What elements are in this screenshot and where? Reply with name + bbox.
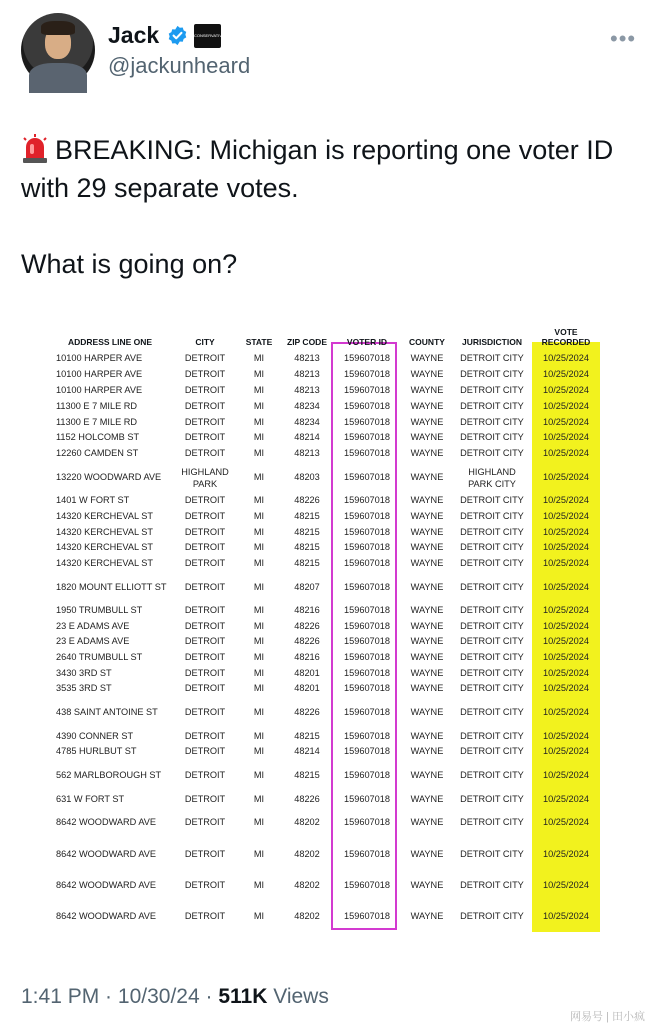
table-cell-vote-recorded: 10/25/2024	[543, 432, 589, 442]
tweet-text	[21, 131, 641, 283]
table-cell-vote-recorded: 10/25/2024	[543, 558, 589, 568]
table-cell-vote-recorded: 10/25/2024	[543, 668, 589, 678]
table-cell-county: WAYNE	[410, 495, 444, 505]
table-cell-voter-id: 159607018	[344, 417, 390, 427]
table-row: 1820 MOUNT ELLIOTT ST	[56, 582, 167, 592]
table-row: 8642 WOODWARD AVE	[56, 817, 157, 827]
table-row: 3430 3RD ST	[56, 668, 112, 678]
tweet-line-1-text: BREAKING: Michigan is reporting one voter ID with 29 separate votes.	[21, 135, 614, 203]
table-cell-vote-recorded: 10/25/2024	[543, 417, 589, 427]
table-cell-zip: 48202	[294, 880, 320, 890]
table-cell-jurisdiction: DETROIT CITY	[460, 511, 524, 521]
table-cell-zip: 48234	[294, 417, 320, 427]
table-cell-county: WAYNE	[410, 605, 444, 615]
table-cell-voter-id: 159607018	[344, 794, 390, 804]
table-cell-county: WAYNE	[410, 385, 444, 395]
table-cell-county: WAYNE	[410, 621, 444, 631]
table-cell-jurisdiction: DETROIT CITY	[460, 746, 524, 756]
table-cell-jurisdiction: DETROIT CITY	[460, 582, 524, 592]
table-cell-county: WAYNE	[410, 683, 444, 693]
table-cell-zip: 48226	[294, 707, 320, 717]
author-name[interactable]: Jack	[108, 22, 160, 48]
table-cell-zip: 48226	[294, 636, 320, 646]
table-cell-county: WAYNE	[410, 731, 444, 741]
table-cell-jurisdiction: DETROIT CITY	[460, 652, 524, 662]
table-cell-county: WAYNE	[410, 401, 444, 411]
header-county: COUNTY	[409, 337, 445, 347]
table-cell-voter-id: 159607018	[344, 636, 390, 646]
table-cell-voter-id: 159607018	[344, 731, 390, 741]
table-row: 1152 HOLCOMB ST	[56, 432, 140, 442]
table-cell-state: MI	[253, 369, 265, 379]
table-cell-vote-recorded: 10/25/2024	[543, 652, 589, 662]
affiliation-badge[interactable]: CONSERVATIVE	[194, 24, 221, 48]
table-cell-voter-id: 159607018	[344, 369, 390, 379]
table-cell-zip: 48226	[294, 794, 320, 804]
table-cell-zip: 48213	[294, 353, 320, 363]
table-cell-voter-id: 159607018	[344, 770, 390, 780]
tweet-line-2: What is going on?	[21, 249, 238, 279]
table-cell-zip: 48226	[294, 495, 320, 505]
table-cell-vote-recorded: 10/25/2024	[543, 817, 589, 827]
table-cell-county: WAYNE	[410, 911, 444, 921]
table-row: 1401 W FORT ST	[56, 495, 130, 505]
table-row: 12260 CAMDEN ST	[56, 448, 139, 458]
table-cell-city: DETROIT	[184, 432, 226, 442]
table-cell-state: MI	[253, 683, 265, 693]
table-cell-zip: 48215	[294, 731, 320, 741]
voter-records-table	[0, 322, 660, 942]
table-cell-state: MI	[253, 794, 265, 804]
table-cell-city: DETROIT	[184, 636, 226, 646]
table-cell-state: MI	[253, 495, 265, 505]
table-cell-jurisdiction: DETROIT CITY	[460, 369, 524, 379]
table-cell-voter-id: 159607018	[344, 495, 390, 505]
table-cell-county: WAYNE	[410, 746, 444, 756]
table-cell-county: WAYNE	[410, 817, 444, 827]
table-cell-state: MI	[253, 401, 265, 411]
table-cell-vote-recorded: 10/25/2024	[543, 448, 589, 458]
table-cell-voter-id: 159607018	[344, 746, 390, 756]
table-cell-zip: 48207	[294, 582, 320, 592]
table-cell-voter-id: 159607018	[344, 621, 390, 631]
table-cell-zip: 48202	[294, 817, 320, 827]
table-cell-jurisdiction: DETROIT CITY	[460, 817, 524, 827]
table-cell-city: DETROIT	[184, 385, 226, 395]
table-cell-voter-id: 159607018	[344, 401, 390, 411]
views-label: Views	[273, 985, 329, 1008]
table-cell-voter-id: 159607018	[344, 707, 390, 717]
avatar[interactable]	[21, 13, 95, 87]
table-cell-city: DETROIT	[184, 817, 226, 827]
watermark: 网易号 | 田小疯	[570, 1011, 645, 1023]
table-cell-vote-recorded: 10/25/2024	[543, 746, 589, 756]
table-cell-jurisdiction: DETROIT CITY	[460, 794, 524, 804]
tweet-meta: 1:41 PM · 10/30/24 · 511K Views	[21, 985, 329, 1008]
table-cell-county: WAYNE	[410, 668, 444, 678]
table-cell-city: DETROIT	[184, 495, 226, 505]
table-cell-county: WAYNE	[410, 582, 444, 592]
table-row: 8642 WOODWARD AVE	[56, 849, 157, 859]
table-cell-vote-recorded: 10/25/2024	[543, 621, 589, 631]
table-cell-jurisdiction: DETROIT CITY	[460, 542, 524, 552]
table-cell-city: DETROIT	[184, 707, 226, 717]
siren-emoji-icon	[21, 134, 49, 164]
table-cell-voter-id: 159607018	[344, 582, 390, 592]
table-cell-city: DETROIT	[184, 911, 226, 921]
table-cell-zip: 48201	[294, 668, 320, 678]
table-cell-city: DETROIT	[184, 582, 226, 592]
table-cell-voter-id: 159607018	[344, 542, 390, 552]
table-cell-zip: 48215	[294, 527, 320, 537]
table-row: 10100 HARPER AVE	[56, 353, 143, 363]
table-row: 8642 WOODWARD AVE	[56, 880, 157, 890]
table-cell-state: MI	[253, 707, 265, 717]
table-cell-state: MI	[253, 605, 265, 615]
table-cell-city: DETROIT	[184, 731, 226, 741]
table-cell-state: MI	[253, 542, 265, 552]
header-zip: ZIP CODE	[287, 337, 327, 347]
table-row: 23 E ADAMS AVE	[56, 621, 130, 631]
table-cell-voter-id: 159607018	[344, 652, 390, 662]
table-cell-voter-id: 159607018	[344, 668, 390, 678]
table-cell-state: MI	[253, 731, 265, 741]
table-cell-zip: 48203	[294, 472, 320, 482]
table-cell-voter-id: 159607018	[344, 880, 390, 890]
table-cell-state: MI	[253, 621, 265, 631]
table-cell-city: DETROIT	[184, 621, 226, 631]
table-cell-city: DETROIT	[184, 448, 226, 458]
table-cell-jurisdiction: DETROIT CITY	[460, 770, 524, 780]
table-cell-city: DETROIT	[184, 746, 226, 756]
table-cell-vote-recorded: 10/25/2024	[543, 707, 589, 717]
table-cell-voter-id: 159607018	[344, 353, 390, 363]
table-cell-voter-id: 159607018	[344, 472, 390, 482]
table-cell-voter-id: 159607018	[344, 605, 390, 615]
table-cell-vote-recorded: 10/25/2024	[543, 369, 589, 379]
table-cell-voter-id: 159607018	[344, 817, 390, 827]
table-cell-jurisdiction: DETROIT CITY	[460, 731, 524, 741]
table-cell-city: DETROIT	[184, 794, 226, 804]
table-cell-city: DETROIT	[184, 652, 226, 662]
table-cell-zip: 48215	[294, 511, 320, 521]
table-cell-jurisdiction: DETROIT CITY	[460, 683, 524, 693]
table-cell-county: WAYNE	[410, 880, 444, 890]
table-cell-voter-id: 159607018	[344, 527, 390, 537]
table-cell-county: WAYNE	[410, 417, 444, 427]
table-cell-city: DETROIT	[184, 401, 226, 411]
table-row: 1950 TRUMBULL ST	[56, 605, 143, 615]
table-cell-city: DETROIT	[184, 668, 226, 678]
table-cell-vote-recorded: 10/25/2024	[543, 605, 589, 615]
table-cell-jurisdiction: DETROIT CITY	[460, 849, 524, 859]
table-row: 3535 3RD ST	[56, 683, 112, 693]
table-cell-vote-recorded: 10/25/2024	[543, 794, 589, 804]
author-handle[interactable]: @jackunheard	[108, 53, 251, 78]
table-cell-jurisdiction: DETROIT CITY	[460, 880, 524, 890]
table-cell-jurisdiction: DETROIT CITY	[460, 527, 524, 537]
table-cell-vote-recorded: 10/25/2024	[543, 849, 589, 859]
table-cell-jurisdiction: DETROIT CITY	[460, 385, 524, 395]
table-cell-state: MI	[253, 558, 265, 568]
table-row: 10100 HARPER AVE	[56, 385, 143, 395]
table-cell-county: WAYNE	[410, 432, 444, 442]
tweet-line-1	[21, 131, 641, 207]
table-row: 14320 KERCHEVAL ST	[56, 558, 154, 568]
verified-badge-icon	[167, 25, 188, 46]
table-cell-county: WAYNE	[410, 849, 444, 859]
table-cell-county: WAYNE	[410, 770, 444, 780]
table-cell-state: MI	[253, 511, 265, 521]
table-cell-state: MI	[253, 472, 265, 482]
table-cell-jurisdiction: DETROIT CITY	[460, 401, 524, 411]
table-cell-city: DETROIT	[184, 417, 226, 427]
table-cell-zip: 48214	[294, 432, 320, 442]
table-cell-city: DETROIT	[184, 558, 226, 568]
table-cell-vote-recorded: 10/25/2024	[543, 731, 589, 741]
table-cell-jurisdiction: DETROIT CITY	[460, 448, 524, 458]
table-cell-county: WAYNE	[410, 636, 444, 646]
tweet-time[interactable]: 1:41 PM	[21, 985, 100, 1008]
more-options-icon[interactable]: •••	[610, 26, 637, 51]
table-cell-vote-recorded: 10/25/2024	[543, 385, 589, 395]
table-row: 2640 TRUMBULL ST	[56, 652, 143, 662]
table-cell-vote-recorded: 10/25/2024	[543, 911, 589, 921]
header-vote-recorded: VOTE RECORDED	[541, 327, 591, 347]
table-cell-state: MI	[253, 849, 265, 859]
table-cell-zip: 48215	[294, 558, 320, 568]
table-row: 14320 KERCHEVAL ST	[56, 511, 154, 521]
table-cell-state: MI	[253, 746, 265, 756]
table-cell-zip: 48216	[294, 605, 320, 615]
table-cell-state: MI	[253, 582, 265, 592]
table-cell-zip: 48213	[294, 385, 320, 395]
table-cell-state: MI	[253, 527, 265, 537]
table-cell-zip: 48213	[294, 448, 320, 458]
table-cell-jurisdiction: DETROIT CITY	[460, 432, 524, 442]
table-cell-city: HIGHLAND PARK	[181, 467, 229, 489]
table-cell-state: MI	[253, 880, 265, 890]
table-row: 438 SAINT ANTOINE ST	[56, 707, 158, 717]
table-cell-county: WAYNE	[410, 558, 444, 568]
table-row: 8642 WOODWARD AVE	[56, 911, 157, 921]
table-cell-jurisdiction: DETROIT CITY	[460, 495, 524, 505]
table-cell-county: WAYNE	[410, 652, 444, 662]
table-cell-state: MI	[253, 770, 265, 780]
table-cell-vote-recorded: 10/25/2024	[543, 495, 589, 505]
table-row: 4785 HURLBUT ST	[56, 746, 137, 756]
table-cell-zip: 48215	[294, 770, 320, 780]
header-address: ADDRESS LINE ONE	[68, 337, 153, 347]
table-cell-zip: 48215	[294, 542, 320, 552]
table-cell-zip: 48213	[294, 369, 320, 379]
table-cell-county: WAYNE	[410, 472, 444, 482]
table-cell-zip: 48216	[294, 652, 320, 662]
table-cell-state: MI	[253, 636, 265, 646]
table-row: 562 MARLBOROUGH ST	[56, 770, 162, 780]
table-cell-jurisdiction: DETROIT CITY	[460, 636, 524, 646]
table-cell-voter-id: 159607018	[344, 558, 390, 568]
table-cell-zip: 48234	[294, 401, 320, 411]
table-cell-voter-id: 159607018	[344, 849, 390, 859]
table-cell-jurisdiction: DETROIT CITY	[460, 353, 524, 363]
table-cell-vote-recorded: 10/25/2024	[543, 542, 589, 552]
table-cell-jurisdiction: DETROIT CITY	[460, 911, 524, 921]
table-cell-zip: 48201	[294, 683, 320, 693]
table-cell-vote-recorded: 10/25/2024	[543, 683, 589, 693]
table-cell-vote-recorded: 10/25/2024	[543, 880, 589, 890]
table-cell-state: MI	[253, 817, 265, 827]
table-cell-county: WAYNE	[410, 794, 444, 804]
table-cell-vote-recorded: 10/25/2024	[543, 353, 589, 363]
table-cell-jurisdiction: DETROIT CITY	[460, 668, 524, 678]
table-cell-jurisdiction: DETROIT CITY	[460, 417, 524, 427]
table-cell-voter-id: 159607018	[344, 683, 390, 693]
table-row: 4390 CONNER ST	[56, 731, 134, 741]
table-cell-vote-recorded: 10/25/2024	[543, 770, 589, 780]
table-cell-state: MI	[253, 668, 265, 678]
table-cell-vote-recorded: 10/25/2024	[543, 527, 589, 537]
table-cell-city: DETROIT	[184, 511, 226, 521]
table-cell-city: DETROIT	[184, 542, 226, 552]
table-row: 13220 WOODWARD AVE	[56, 472, 162, 482]
table-cell-jurisdiction: DETROIT CITY	[460, 621, 524, 631]
table-row: 11300 E 7 MILE RD	[56, 401, 138, 411]
table-cell-city: DETROIT	[184, 770, 226, 780]
table-cell-state: MI	[253, 417, 265, 427]
table-cell-city: DETROIT	[184, 527, 226, 537]
table-row: 631 W FORT ST	[56, 794, 125, 804]
table-cell-state: MI	[253, 448, 265, 458]
table-row: 14320 KERCHEVAL ST	[56, 527, 154, 537]
table-cell-voter-id: 159607018	[344, 432, 390, 442]
table-cell-zip: 48202	[294, 911, 320, 921]
table-cell-city: DETROIT	[184, 353, 226, 363]
table-cell-jurisdiction: DETROIT CITY	[460, 558, 524, 568]
table-cell-county: WAYNE	[410, 369, 444, 379]
tweet-date[interactable]: 10/30/24	[117, 985, 200, 1008]
table-cell-vote-recorded: 10/25/2024	[543, 636, 589, 646]
table-row: 10100 HARPER AVE	[56, 369, 143, 379]
table-cell-county: WAYNE	[410, 448, 444, 458]
table-cell-state: MI	[253, 385, 265, 395]
table-cell-vote-recorded: 10/25/2024	[543, 472, 589, 482]
table-cell-state: MI	[253, 652, 265, 662]
table-cell-state: MI	[253, 353, 265, 363]
table-cell-zip: 48214	[294, 746, 320, 756]
views-count: 511K	[218, 985, 268, 1008]
table-row: 14320 KERCHEVAL ST	[56, 542, 154, 552]
table-cell-city: DETROIT	[184, 849, 226, 859]
table-cell-zip: 48202	[294, 849, 320, 859]
table-cell-zip: 48226	[294, 621, 320, 631]
table-cell-vote-recorded: 10/25/2024	[543, 582, 589, 592]
table-cell-county: WAYNE	[410, 707, 444, 717]
table-cell-county: WAYNE	[410, 527, 444, 537]
table-cell-city: DETROIT	[184, 880, 226, 890]
header-jurisdiction: JURISDICTION	[462, 337, 522, 347]
table-cell-county: WAYNE	[410, 353, 444, 363]
table-cell-city: DETROIT	[184, 369, 226, 379]
table-cell-state: MI	[253, 432, 265, 442]
table-cell-jurisdiction: DETROIT CITY	[460, 707, 524, 717]
table-row: 23 E ADAMS AVE	[56, 636, 130, 646]
table-cell-county: WAYNE	[410, 511, 444, 521]
table-row: 11300 E 7 MILE RD	[56, 417, 138, 427]
table-cell-city: DETROIT	[184, 683, 226, 693]
header-voter-id: VOTER ID	[346, 337, 388, 347]
table-cell-vote-recorded: 10/25/2024	[543, 401, 589, 411]
table-cell-city: DETROIT	[184, 605, 226, 615]
header-city: CITY	[195, 337, 215, 347]
table-cell-voter-id: 159607018	[344, 448, 390, 458]
table-cell-voter-id: 159607018	[344, 911, 390, 921]
table-cell-jurisdiction: DETROIT CITY	[460, 605, 524, 615]
table-cell-county: WAYNE	[410, 542, 444, 552]
table-cell-voter-id: 159607018	[344, 385, 390, 395]
table-cell-state: MI	[253, 911, 265, 921]
table-cell-voter-id: 159607018	[344, 511, 390, 521]
table-cell-jurisdiction: HIGHLAND PARK CITY	[468, 467, 516, 489]
header-state: STATE	[245, 337, 273, 347]
table-cell-vote-recorded: 10/25/2024	[543, 511, 589, 521]
